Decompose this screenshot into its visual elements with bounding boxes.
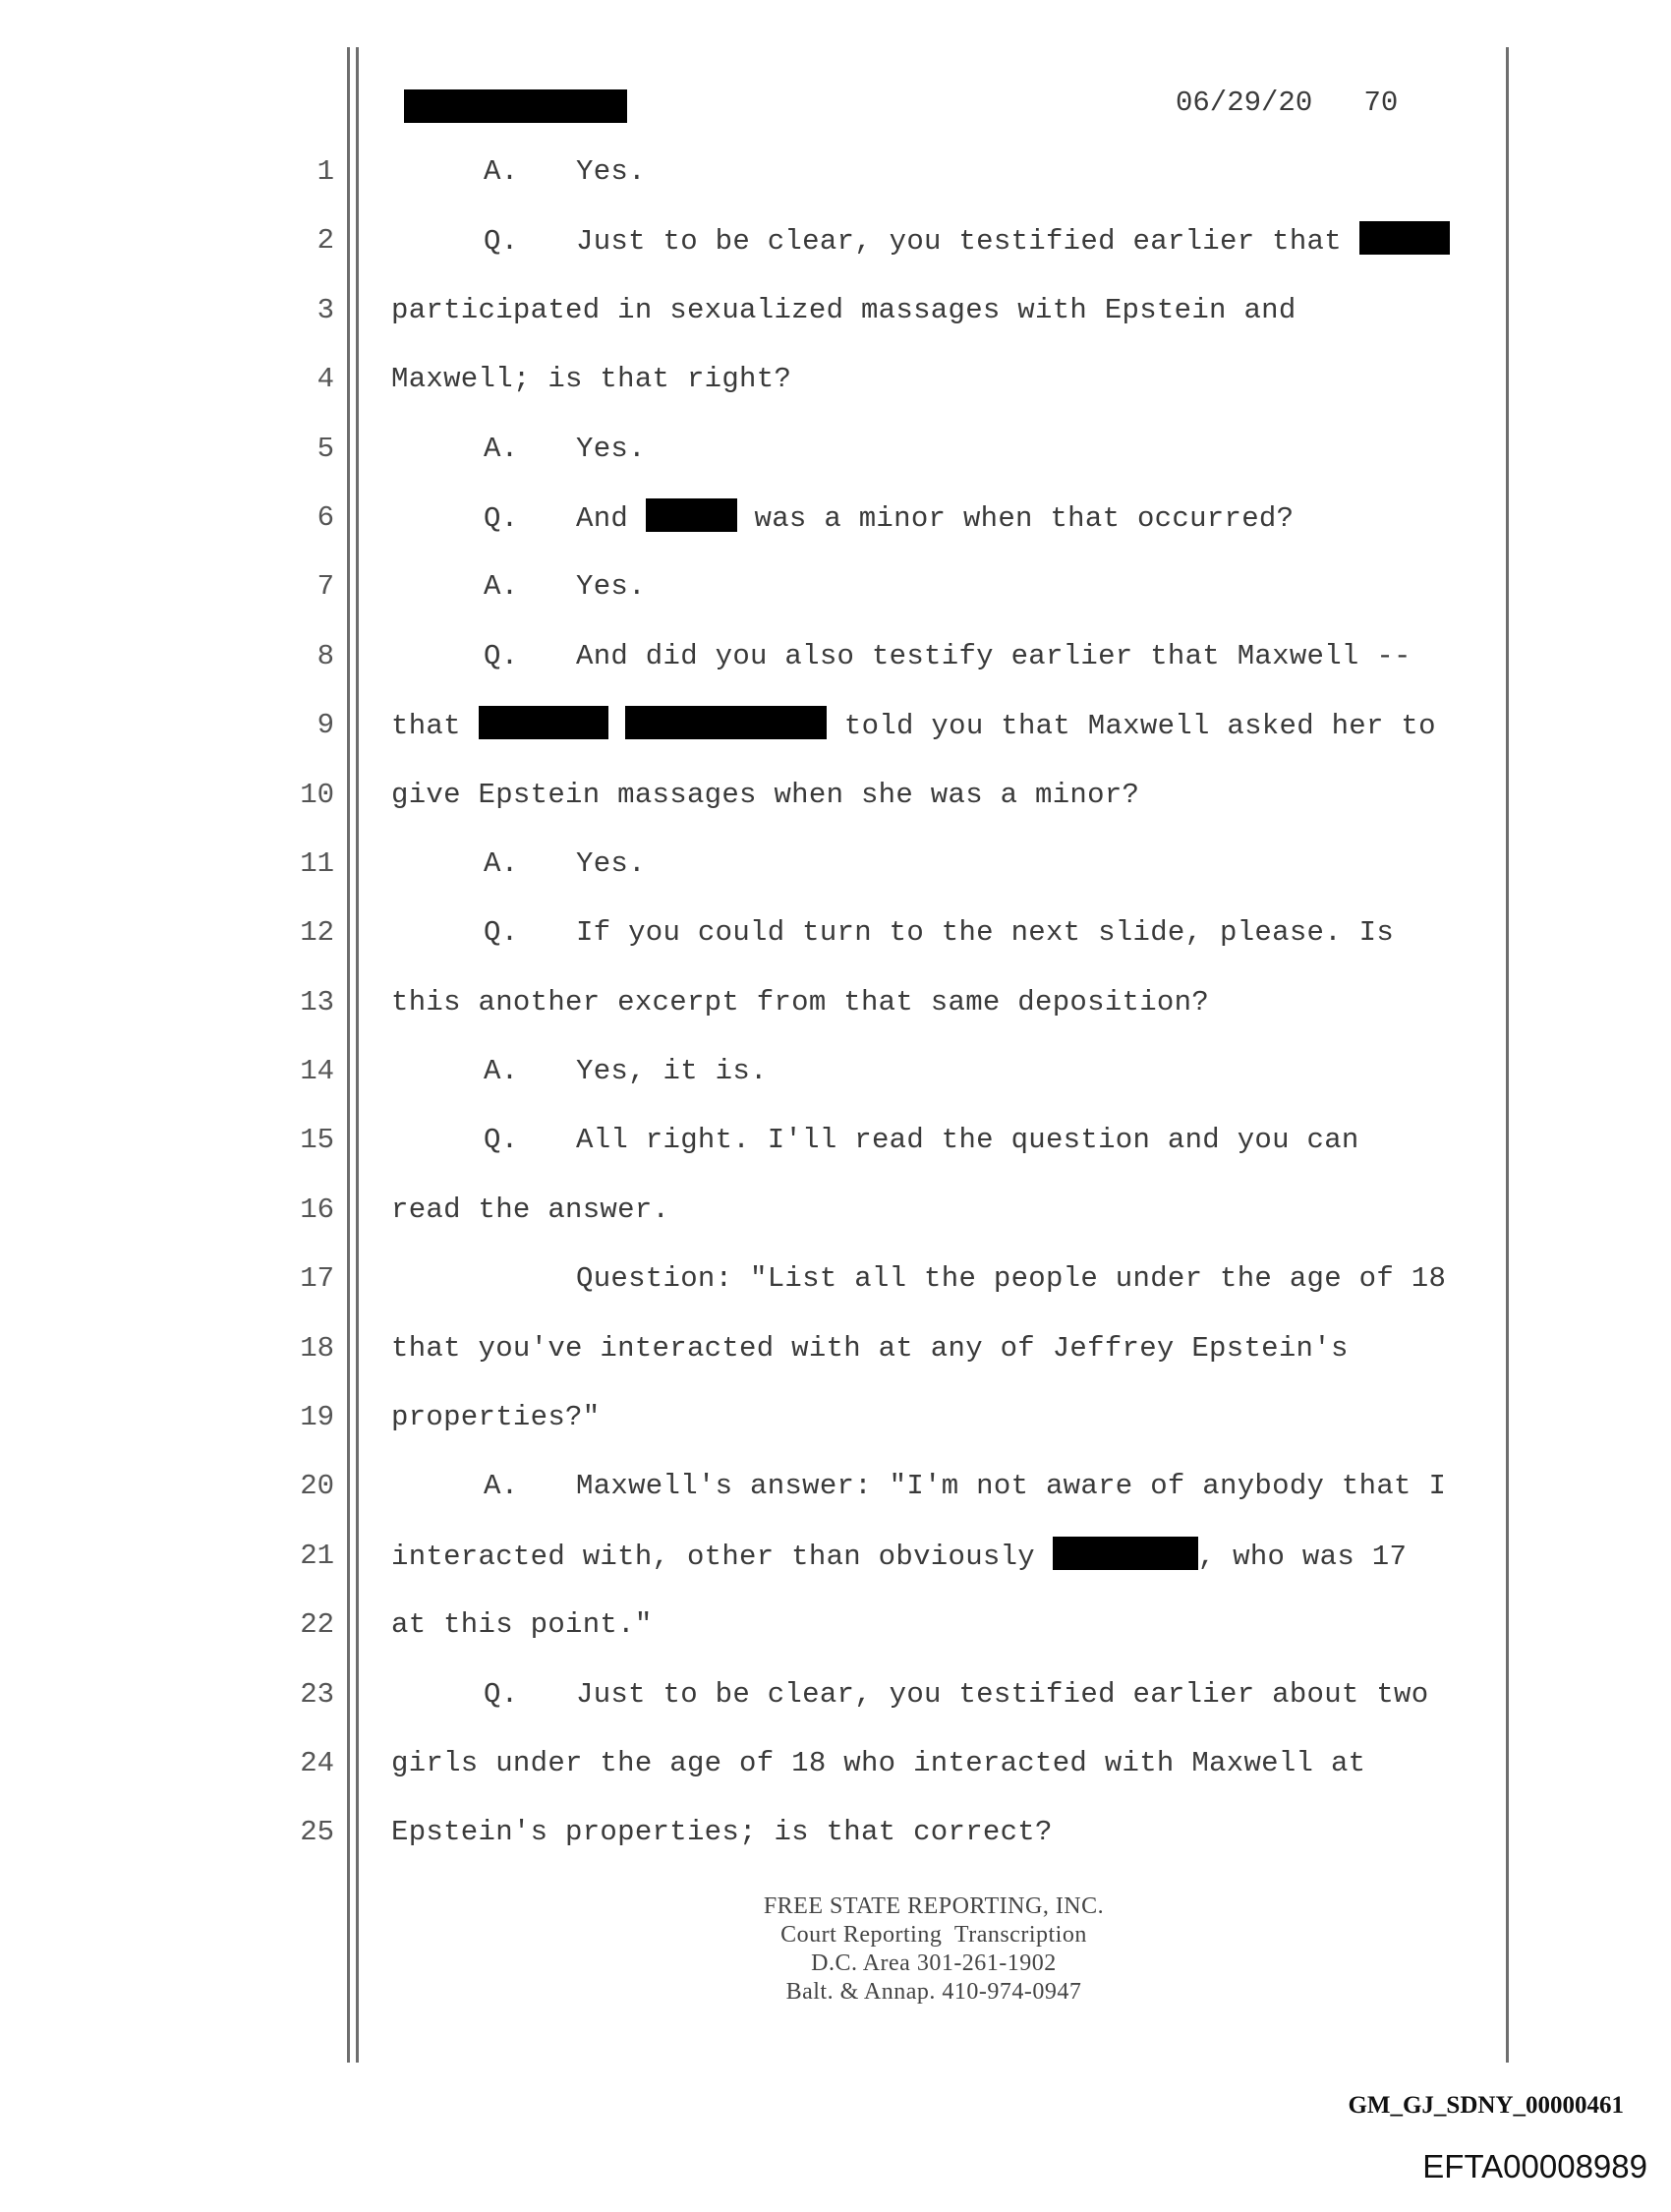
- line-text: at this point.": [391, 1608, 653, 1642]
- line-number: 2: [317, 224, 334, 258]
- name-redaction: [625, 706, 827, 739]
- line-number: 3: [317, 293, 334, 326]
- line-number: 10: [300, 778, 334, 811]
- line-number: 6: [317, 500, 334, 534]
- transcript-line: [391, 498, 1492, 567]
- line-text-post: was a minor when that occurred?: [754, 501, 1295, 535]
- line-number: 1: [317, 155, 334, 188]
- line-number: 12: [300, 916, 334, 950]
- line-number: 11: [300, 846, 334, 880]
- left-margin-rule-outer: [347, 47, 350, 2063]
- line-text: If you could turn to the next slide, please. Is: [576, 916, 1395, 950]
- name-redaction: [1053, 1537, 1198, 1570]
- line-text: give Epstein massages when she was a minor?: [391, 778, 1140, 811]
- line-text: Yes, it is.: [576, 1055, 768, 1088]
- name-redaction: [646, 498, 737, 532]
- line-number: 18: [300, 1331, 334, 1365]
- line-number: 13: [300, 985, 334, 1019]
- transcript-line: [391, 1191, 1492, 1259]
- transcript-line: [391, 567, 1492, 636]
- line-text: All right. I'll read the question and you can: [576, 1124, 1359, 1157]
- speaker-tag: A.: [484, 432, 519, 465]
- transcript-line: [391, 776, 1492, 844]
- name-redaction: [479, 706, 608, 739]
- transcript-line: [391, 1398, 1492, 1467]
- line-text: Yes.: [576, 432, 646, 465]
- name-redaction: [1359, 221, 1450, 255]
- transcript-line: [391, 1675, 1492, 1744]
- transcript-line: [391, 360, 1492, 429]
- transcript-line: [391, 1052, 1492, 1121]
- transcript-line: [391, 983, 1492, 1052]
- speaker-tag: Q.: [484, 916, 519, 950]
- speaker-tag: A.: [484, 570, 519, 604]
- line-text: read the answer.: [391, 1193, 670, 1226]
- speaker-tag: Q.: [484, 1677, 519, 1711]
- reporter-company: FREE STATE REPORTING, INC.: [763, 1893, 1105, 1919]
- line-number: 4: [317, 363, 334, 396]
- left-margin-rule-inner: [356, 47, 359, 2063]
- transcript-line: [391, 1121, 1492, 1190]
- speaker-tag: Q.: [484, 639, 519, 672]
- line-number: 14: [300, 1055, 334, 1088]
- line-number: 24: [300, 1746, 334, 1779]
- transcript-line: [391, 1537, 1492, 1605]
- transcript-line: [391, 1259, 1492, 1328]
- line-number: 25: [300, 1816, 334, 1849]
- transcript-line: [391, 291, 1492, 360]
- line-text: Yes.: [576, 846, 646, 880]
- line-text: girls under the age of 18 who interacted with Maxwell at: [391, 1746, 1366, 1779]
- transcript-line: [391, 1813, 1492, 1882]
- reporter-footer: [590, 1892, 1278, 2007]
- line-number: 16: [300, 1193, 334, 1226]
- transcript-line: [391, 844, 1492, 913]
- transcript-body: [391, 152, 1492, 1883]
- line-number: 23: [300, 1677, 334, 1711]
- line-number: 21: [300, 1539, 334, 1572]
- bates-number: GM_GJ_SDNY_00000461: [1348, 2092, 1624, 2119]
- transcript-line: [391, 637, 1492, 706]
- line-text: Just to be clear, you testified earlier that: [576, 225, 1342, 259]
- transcript-line: [391, 1744, 1492, 1813]
- speaker-tag: A.: [484, 155, 519, 188]
- transcript-line: [391, 430, 1492, 498]
- line-text: Maxwell's answer: "I'm not aware of anybody that I: [576, 1470, 1447, 1503]
- line-number: 9: [317, 709, 334, 742]
- line-number: 19: [300, 1401, 334, 1434]
- line-text: Yes.: [576, 570, 646, 604]
- line-number-column: [246, 152, 334, 1883]
- line-text-post: told you that Maxwell asked her to: [843, 710, 1436, 743]
- speaker-tag: A.: [484, 1055, 519, 1088]
- line-text: Question: "List all the people under the age of 18: [576, 1262, 1447, 1296]
- line-number: 8: [317, 639, 334, 672]
- line-text-pre: that: [391, 710, 461, 743]
- speaker-tag: A.: [484, 1470, 519, 1503]
- transcript-line: [391, 1329, 1492, 1398]
- transcript-line: [391, 1605, 1492, 1674]
- transcript-line: [391, 706, 1492, 775]
- speaker-tag: A.: [484, 846, 519, 880]
- line-text: participated in sexualized massages with Epstein and: [391, 293, 1296, 326]
- line-text: Just to be clear, you testified earlier about two: [576, 1677, 1429, 1711]
- header-redaction: [404, 89, 627, 123]
- line-text: And did you also testify earlier that Maxwell --: [576, 639, 1412, 672]
- line-text-pre: And: [576, 501, 629, 535]
- line-text: Yes.: [576, 155, 646, 188]
- line-text: Epstein's properties; is that correct?: [391, 1816, 1053, 1849]
- line-text: this another excerpt from that same deposition?: [391, 985, 1210, 1019]
- page-header: [1176, 87, 1441, 122]
- line-number: 7: [317, 570, 334, 604]
- page-number: 70: [1363, 87, 1399, 119]
- line-number: 20: [300, 1470, 334, 1503]
- transcript-line: [391, 1467, 1492, 1536]
- line-text: that you've interacted with at any of Jeffrey Epstein's: [391, 1331, 1349, 1365]
- right-margin-rule: [1506, 47, 1509, 2063]
- efta-number: EFTA00008989: [1422, 2148, 1647, 2184]
- transcript-line: [391, 221, 1492, 290]
- header-date: 06/29/20: [1176, 87, 1313, 119]
- reporter-services: Court Reporting Transcription: [780, 1922, 1087, 1948]
- line-text: Maxwell; is that right?: [391, 363, 792, 396]
- transcript-line: [391, 913, 1492, 982]
- line-number: 17: [300, 1262, 334, 1296]
- line-number: 15: [300, 1124, 334, 1157]
- line-text-pre: interacted with, other than obviously: [391, 1540, 1036, 1573]
- line-text: properties?": [391, 1401, 601, 1434]
- reporter-balt-phone: Balt. & Annap. 410-974-0947: [785, 1979, 1082, 2005]
- line-number: 22: [300, 1608, 334, 1642]
- speaker-tag: Q.: [484, 501, 519, 535]
- transcript-line: [391, 152, 1492, 221]
- speaker-tag: Q.: [484, 1124, 519, 1157]
- reporter-dc-phone: D.C. Area 301-261-1902: [811, 1950, 1057, 1976]
- line-text-post: , who was 17: [1197, 1540, 1408, 1573]
- line-number: 5: [317, 432, 334, 465]
- speaker-tag: Q.: [484, 225, 519, 259]
